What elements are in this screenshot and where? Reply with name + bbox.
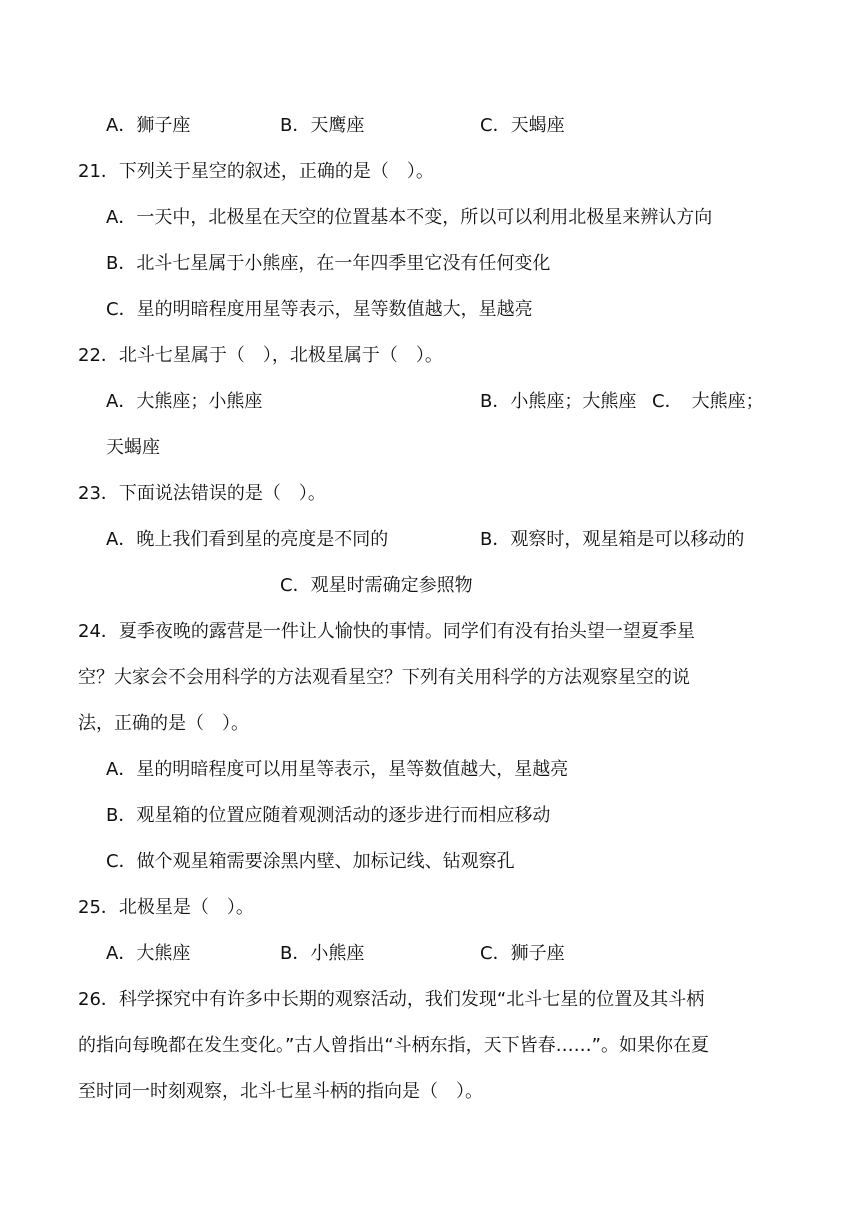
- q22-option-c: C． 大熊座；: [652, 391, 764, 412]
- q25-stem: 25．北极星是（ ）。: [78, 897, 254, 918]
- q23-option-c: C．观星时需确定参照物: [280, 575, 473, 596]
- q21-option-a: A．一天中，北极星在天空的位置基本不变，所以可以利用北极星来辨认方向: [106, 207, 713, 228]
- q26-stem-line-2: 的指向每晚都在发生变化。”古人曾指出“斗柄东指，天下皆春……”。如果你在夏: [78, 1035, 709, 1056]
- q20-option-b: B．天鹰座: [280, 115, 365, 136]
- q24-option-a: A．星的明暗程度可以用星等表示，星等数值越大，星越亮: [106, 759, 569, 780]
- q24-stem-line-2: 空？大家会不会用科学的方法观看星空？下列有关用科学的方法观察星空的说: [78, 667, 690, 688]
- q26-stem-line-1: 26．科学探究中有许多中长期的观察活动，我们发现“北斗七星的位置及其斗柄: [78, 989, 705, 1010]
- q23-option-a: A．晚上我们看到星的亮度是不同的: [106, 529, 389, 550]
- q23-stem: 23．下面说法错误的是（ ）。: [78, 483, 326, 504]
- q24-option-b: B．观星箱的位置应随着观测活动的逐步进行而相应移动: [106, 805, 551, 826]
- q25-option-c: C．狮子座: [480, 943, 565, 964]
- q25-option-a: A．大熊座: [106, 943, 191, 964]
- q23-option-b: B．观察时，观星箱是可以移动的: [480, 529, 745, 550]
- q21-option-c: C．星的明暗程度用星等表示，星等数值越大，星越亮: [106, 299, 533, 320]
- q22-stem: 22．北斗七星属于（ ），北极星属于（ ）。: [78, 345, 443, 366]
- q22-option-a: A．大熊座；小熊座: [106, 391, 263, 412]
- q24-stem-line-3: 法，正确的是（ ）。: [78, 713, 249, 734]
- q20-option-a: A．狮子座: [106, 115, 191, 136]
- q20-option-c: C．天蝎座: [480, 115, 565, 136]
- q21-stem: 21．下列关于星空的叙述，正确的是（ ）。: [78, 161, 434, 182]
- q24-option-c: C．做个观星箱需要涂黑内壁、加标记线、钻观察孔: [106, 851, 515, 872]
- q21-option-b: B．北斗七星属于小熊座，在一年四季里它没有任何变化: [106, 253, 551, 274]
- q22-option-c-continued: 天蝎座: [106, 437, 160, 458]
- q24-stem-line-1: 24．夏季夜晚的露营是一件让人愉快的事情。同学们有没有抬头望一望夏季星: [78, 621, 695, 642]
- q25-option-b: B．小熊座: [280, 943, 365, 964]
- q22-option-b: B．小熊座；大熊座: [480, 391, 637, 412]
- q26-stem-line-3: 至时同一时刻观察，北斗七星斗柄的指向是（ ）。: [78, 1081, 483, 1102]
